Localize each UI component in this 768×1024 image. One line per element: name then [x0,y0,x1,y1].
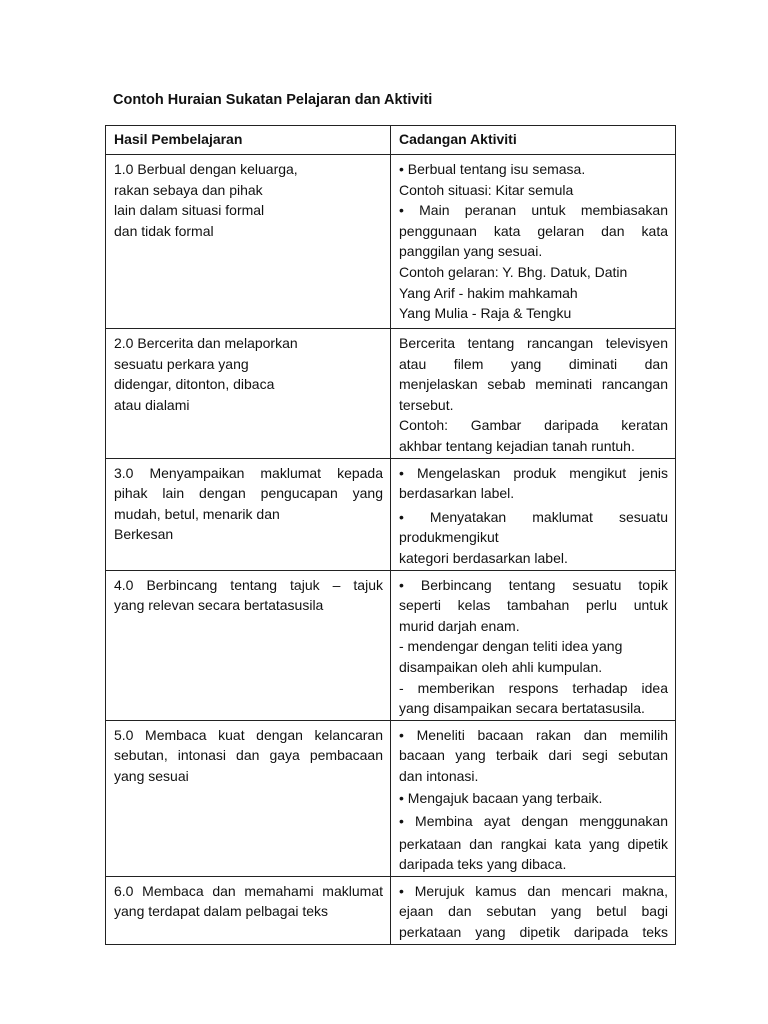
cell-line: kategori berdasarkan label. [399,549,568,566]
cell-line: • Merujuk kamus dan mencari makna, [399,882,668,899]
cell-line: rakan sebaya dan pihak [114,181,263,198]
cell-line: 2.0 Bercerita dan melaporkan [114,335,298,351]
cell-hasil [106,570,391,720]
cell-line: berdasarkan label. [399,485,515,502]
cell-line: yang terdapat dalam pelbagai teks [114,903,329,920]
cell-line: Contoh situasi: Kitar semula [399,181,574,198]
cell-line: pihak lain dengan pengucapan yang [114,485,383,502]
cell-line: yang relevan secara bertatasusila [114,597,324,614]
cell-line: perkataan yang dipetik daripada teks [399,924,668,941]
document-title: Contoh Huraian Sukatan Pelajaran dan Aktiviti [113,92,433,108]
cell-line: perkataan dan rangkai kata yang dipetik [399,835,668,852]
cell-line: mudah, betul, menarik dan [114,505,280,522]
cell-line: Yang Mulia - Raja & Tengku [399,305,572,322]
cell-line: • Mengajuk bacaan yang terbaik. [399,790,603,807]
cell-line: - memberikan respons terhadap idea [399,679,668,696]
cell-line: produkmengikut [399,529,499,546]
cell-aktiviti [391,876,676,944]
cell-line: - mendengar dengan teliti idea yang [399,638,623,655]
cell-line: 6.0 Membaca dan memahami maklumat [114,882,383,899]
table-row [106,570,676,720]
cell-hasil [106,329,391,459]
cell-aktiviti [391,720,676,876]
cell-aktiviti [391,155,676,329]
cell-aktiviti [391,329,676,459]
cell-line: 5.0 Membaca kuat dengan kelancaran [114,726,383,743]
cell-line: lain dalam situasi formal [114,202,265,219]
cell-line: panggilan yang sesuai. [399,243,543,260]
cell-line: Berkesan [114,526,174,543]
cell-line: menjelaskan sebab meminati rancangan [399,376,668,393]
cell-line: • Berbincang tentang sesuatu topik [399,576,668,593]
cell-line: tersebut. [399,396,454,413]
cell-line: • Menyatakan maklumat sesuatu [399,508,668,525]
cell-aktiviti [391,458,676,570]
cell-line: 3.0 Menyampaikan maklumat kepada [114,464,383,481]
cell-line: Contoh: Gambar daripada keratan [399,417,668,434]
cell-hasil [106,458,391,570]
cell-line: 4.0 Berbincang tentang tajuk – tajuk [114,576,383,593]
cell-line: • Mengelaskan produk mengikut jenis [399,464,668,481]
cell-line: Bercerita tentang rancangan televisyen [399,335,668,351]
table-row [106,720,676,876]
cell-hasil [106,876,391,944]
header-cadangan-aktiviti: Cadangan Aktiviti [391,126,676,155]
cell-line: penggunaan kata gelaran dan kata [399,222,668,239]
cell-line: • Meneliti bacaan rakan dan memilih [399,726,668,743]
cell-line: seperti kelas tambahan perlu untuk [399,597,668,614]
cell-line: bacaan yang terbaik dari segi sebutan [399,747,668,764]
cell-line: disampaikan oleh ahli kumpulan. [399,658,603,675]
cell-line: dan tidak formal [114,222,214,239]
cell-line: atau dialami [114,396,190,413]
cell-line: • Berbual tentang isu semasa. [399,161,586,177]
cell-hasil [106,155,391,329]
cell-line: sesuatu perkara yang [114,355,249,372]
cell-line: ejaan dan sebutan yang betul bagi [399,903,668,920]
cell-line: 1.0 Berbual dengan keluarga, [114,161,298,177]
table-header-row [106,126,676,155]
cell-line: • Membina ayat dengan menggunakan [399,813,668,830]
table-row [106,458,676,570]
cell-line: yang disampaikan secara bertatasusila. [399,700,645,717]
cell-line: yang sesuai [114,767,189,784]
cell-line: daripada teks yang dibaca. [399,856,567,873]
syllabus-table [105,125,676,945]
cell-line: akhbar tentang kejadian tanah runtuh. [399,437,635,454]
table-row [106,876,676,944]
cell-line: murid darjah enam. [399,617,520,634]
cell-aktiviti [391,570,676,720]
cell-line: Contoh gelaran: Y. Bhg. Datuk, Datin [399,263,628,280]
cell-line: • Main peranan untuk membiasakan [399,202,668,219]
table-row [106,155,676,329]
cell-hasil [106,720,391,876]
cell-line: sebutan, intonasi dan gaya pembacaan [114,747,383,764]
cell-line: atau filem yang diminati dan [399,355,668,372]
cell-line: dan intonasi. [399,767,479,784]
cell-line: Yang Arif - hakim mahkamah [399,284,578,301]
table-row [106,329,676,459]
cell-line: didengar, ditonton, dibaca [114,376,275,393]
header-hasil-pembelajaran: Hasil Pembelajaran [106,126,391,155]
